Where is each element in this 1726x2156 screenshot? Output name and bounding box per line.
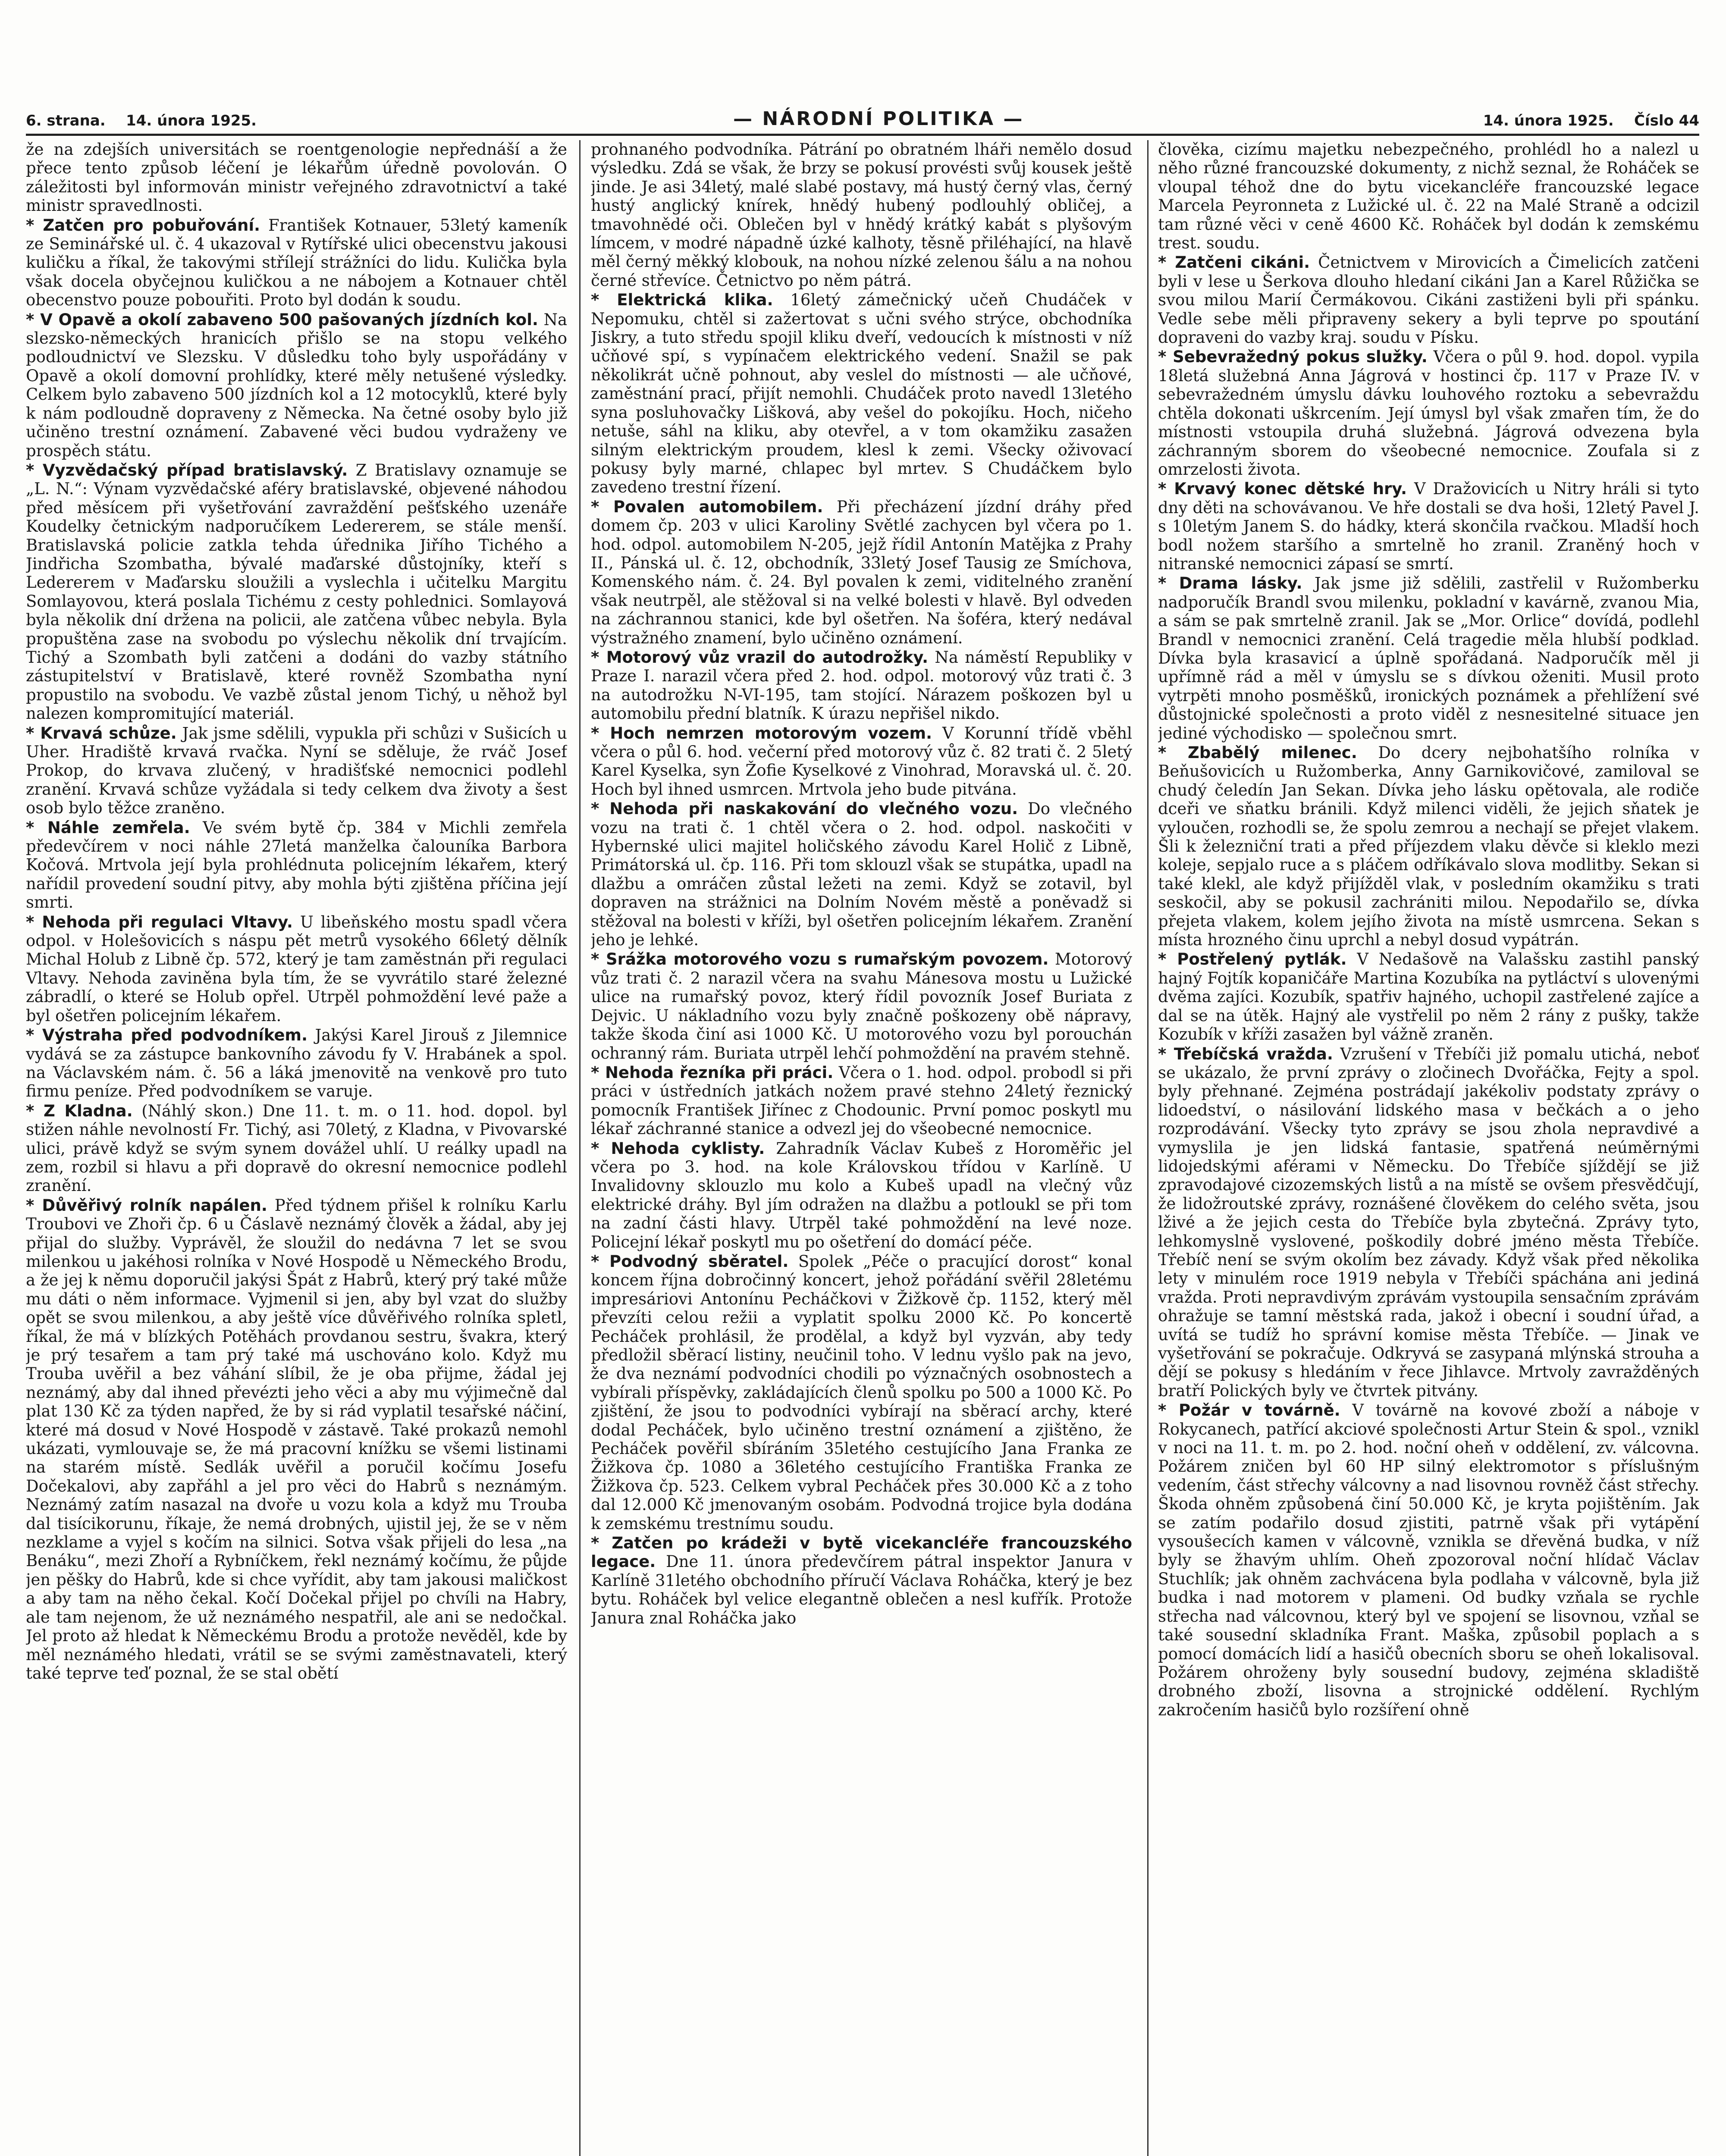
article-headline: * Náhle zemřela. (26, 818, 190, 837)
news-article (1158, 1045, 1699, 1401)
issue-number: Číslo 44 (1634, 112, 1699, 129)
news-article (591, 1063, 1132, 1138)
article-headline: * Výstraha před podvodníkem. (26, 1026, 308, 1045)
page-number: 6. strana. (26, 112, 106, 129)
article-headline: * Sebevražedný pokus služky. (1158, 348, 1428, 367)
article-headline: * Třebíčská vražda. (1158, 1044, 1333, 1063)
column-3 (1158, 140, 1699, 2156)
article-body: že na zdejších universitách se roentgenologie nepřednáší a že přece tento způsob léčení je lékařům úředně povolován. O záležitosti byl informován ministr veřejného zdravotnictví a také ministr spravedlnosti. (26, 140, 567, 215)
news-article (1158, 743, 1699, 949)
article-body: Do dcery nejbohatšího rolníka v Beňušovicích u Ružomberka, Anny Garnikovičové, zamiloval se chudý čeledín Jan Sekan. Dívka jeho lásku opětovala, ale rodiče dceři ve sňatku bránili. Když milenci viděli, že jejich sňatek je vyloučen, rozhodli se, že spolu zemrou a nechají se přejet vlakem. Šli k železniční trati a před příjezdem vlaku děvče si kleklo mezi koleje, sepjalo ruce a s pláčem odříkávalo slova modlitby. Sekan si také klekl, ale když přijížděl vlak, v posledním okamžiku s trati seskočil, aby se pokusil zachrániti milou. Nepodařilo se, dívka přejeta vlakem, kolem jejího života na místě usmrcena. Sekan s místa hrozného činu uprchl a nebyl dosud vypátrán. (1158, 743, 1699, 950)
article-headline: * Nehoda řezníka při práci. (591, 1063, 834, 1082)
article-headline: * Postřelený pytlák. (1158, 950, 1347, 969)
article-body: prohnaného podvodníka. Pátrání po obratném lháři nemělo dosud výsledku. Zdá se však, že brzy se pokusí provésti svůj kousek ještě jinde. Je asi 34letý, malé slabé postavy, má hustý černý vlas, černý hustý anglický knírek, hnědý hubený podlouhlý obličej, a tmavohnědé oči. Oblečen byl v hnědý krátký kabát s plyšovým límcem, v modré nápadně úzké kalhoty, těsně přiléhající, na hlavě měl černý měkký klobouk, na nohou nízké zelenou šálu a na nohou černé střevíce. Četnictvo po něm pátrá. (591, 140, 1132, 290)
news-article (591, 950, 1132, 1062)
article-body: Do vlečného vozu na trati č. 1 chtěl včera o 2. hod. odpol. naskočiti v Hybernské ulici majitel holičského závodu Karel Holič z Libně, Primátorská ul. čp. 116. Při tom sklouzl však se stupátka, upadl na dlažbu a omráčen zůstal ležeti na zemi. Když se zotavil, byl dopraven na strážnici na Dolním Novém městě a poněvadž si stěžoval na bolesti v kříži, byl ošetřen policejním lékařem. Zranění jeho je lehké. (591, 799, 1132, 950)
news-article (26, 310, 567, 460)
news-article (26, 1196, 567, 1683)
news-article (591, 1252, 1132, 1533)
article-headline: * Nehoda při naskakování do vlečného vozu. (591, 799, 1018, 818)
article-body: Při přecházení jízdní dráhy před domem čp. 203 v ulici Karoliny Světlé zachycen byl včera po 1. hod. odpol. automobilem N-205, jejž řídil Antonín Matějka z Prahy II., Pánská ul. č. 12, obchodník, 33letý Josef Tausig ze Smíchova, Komenského nám. č. 24. Byl povalen k zemi, viditelného zranění však neutrpěl, ale stěžoval si na velké bolesti v hlavě. Byl odveden na záchrannou stanici, kde byl ošetřen. Na šoféra, který nedával výstražného znamení, bylo učiněno oznámení. (591, 497, 1132, 647)
article-headline: * Nehoda při regulaci Vltavy. (26, 912, 293, 931)
date-left: 14. února 1925. (126, 112, 257, 129)
article-body: V továrně na kovové zboží a náboje v Rokycanech, patřící akciové společnosti Artur Stein & spol., vznikl v noci na 11. t. m. po 2. hod. noční oheň v oddělení, zv. válcovna. Požárem zničen byl 60 HP silný elektromotor s příslušným vedením, část střechy válcovny a nad lisovnou rovněž část střechy. Škoda ohněm způsobená činí 50.000 Kč, je kryta pojištěním. Jak se zatím podařilo dosud zjistiti, patrně však při vytápění vysoušecích kamen v válcovně, vznikla se dřevěná budka, v níž byly se žhavým uhlím. Oheň zpozoroval noční hlídač Václav Stuchlík; jak ohněm zachvácena byla podlaha v válcovně, byla již budka i nad motorem v plameni. Od budky vzňala se rychle střecha nad válcovnou, který byl ve spojení se lisovnou, vzňal se také sousední skladníka Frant. Maška, způsobil poplach a s pomocí domácích lidí a hasičů obecních sboru se oheň lokalisoval. Požárem ohroženy byly sousední budovy, zejména skladiště drobného zboží, lisovna a strojnické oddělení. Rychlým zakročením hasičů bylo rozšíření ohně (1158, 1401, 1699, 1719)
article-headline: * Nehoda cyklisty. (591, 1139, 765, 1158)
news-article (591, 648, 1132, 723)
article-body: Ve svém bytě čp. 384 v Michli zemřela předevčírem v noci náhle 27letá manželka čalouníka Barbora Kočová. Mrtvola její byla prohlédnuta policejním lékařem, který nařídil provedení soudní pitvy, aby mohla býti zjištěna příčina její smrti. (26, 818, 567, 912)
article-body: Na náměstí Republiky v Praze I. narazil včera před 2. hod. odpol. motorový vůz trati č. 3 na autodrožku N-VI-195, tam stojící. Nárazem poškozen byl u automobilu přední blatník. K úrazu nepřišel nikdo. (591, 648, 1132, 723)
news-article (1158, 253, 1699, 347)
article-headline: * Motorový vůz vrazil do autodrožky. (591, 648, 929, 667)
article-headline: * Vyzvědačský případ bratislavský. (26, 461, 348, 479)
article-headline: * Z Kladna. (26, 1101, 133, 1120)
article-body: U libeňského mostu spadl včera odpol. v Holešovicích s náspu pět metrů vysokého 66letý dělník Michal Holub z Libně čp. 572, který je tam zaměstnán při regulaci Vltavy. Nehoda zaviněna byla tím, že se vyvrátilo staré železné zábradlí, o které se Holub opřel. Utrpěl pohmoždění levé paže a byl ošetřen policejním lékařem. (26, 912, 567, 1025)
article-body: Na slezsko-německých hranicích přišlo se na stopu velkého podloudnictví ve Slezsku. V důsledku toho byly uspořádány v Opavě a okolí domovní prohlídky, které měly netušené výsledky. Celkem bylo zabaveno 500 jízdních kol a 12 motocyklů, které byly k nám podloudně dopraveny z Německa. Na četné osoby bylo již učiněno trestní oznámení. Zabavené věci budou vydraženy ve prospěch státu. (26, 310, 567, 460)
article-body: Před týdnem přišel k rolníku Karlu Troubovi ve Zhoři čp. 6 u Čáslavě neznámý člověk a žádal, aby jej přijal do služby. Vyprávěl, že sloužil do nedávna 7 let se svou milenkou u jakéhosi rolníka v Nové Hospodě u Německého Brodu, a že jej k němu doporučil jakýsi Špát z Habrů, který prý také může mu dáti o něm informace. Vyjmenil si jen, aby byl vzat do služby opět se svou milenkou, a aby ještě více důvěřivého rolníka spletl, říkal, že má v blízkých Potěhách provdanou sestru, švakra, který je prý tesařem a tam prý také má uschováno kolo. Když mu Trouba uvěřil a bez váhání slíbil, že je oba přijme, žádal jej neznámý, aby dal ihned převézti jeho věci a aby mu výjimečně dal plat 130 Kč za týden napřed, že by si rád vyplatil tesařské náčiní, které má dosud v Nové Hospodě v zástavě. Také prokazů nemohl ukázati, vymlouvaje se, že má pracovní knížku se všemi listinami na starém místě. Sedlák uvěřil a poručil kočímu Josefu Dočekalovi, aby zapřáhl a jel pro věci do Habrů s neznámým. Neznámý zatím nasazal na dvoře u vozu kola a když mu Trouba dal tisícikorunu, říkaje, že nemá drobných, ujistil jej, že se v něm nezklame a vyjel s kočím na silnici. Sotva však přijeli do lesa „na Benáku“, mezi Zhoří a Rybníčkem, řekl neznámý kočímu, že půjde jen pěšky do Habrů, kde si chce vyřídit, aby tam jakousi maličkost a aby tam na něho čekal. Kočí Dočekal přijel po chvíli na Habry, ale tam nejenom, že už neznámého nespatřil, ale ani se nedočkal. Jel proto až hledat k Německému Brodu a protože nevěděl, kde by měl neznámého hledati, vrátil se se svými zaměstnavateli, který také teprve teď poznal, že se stal obětí (26, 1196, 567, 1683)
article-headline: * Požár v továrně. (1158, 1401, 1340, 1420)
news-article (591, 799, 1132, 949)
news-article (1158, 1401, 1699, 1719)
news-article (591, 1534, 1132, 1627)
article-body: V Nedašově na Valašsku zastihl panský hajný Fojtík kopaničáře Martina Kozubíka na pytláctví s ulovenými dvěma zajíci. Kozubík, spatřiv hajného, uchopil zastřelené zajíce a dal se na útěk. Hajný ale vystřelil po něm 2 rány z pušky, takže Kozubík v kříži zasažen byl vážně zraněn. (1158, 950, 1699, 1044)
date-right: 14. února 1925. (1483, 112, 1614, 129)
article-headline: * Drama lásky. (1158, 574, 1302, 593)
article-body: Zahradník Václav Kubeš z Horoměřic jel včera po 3. hod. na kole Královskou třídou v Karlíně. U Invalidovny sklouzlo mu kolo a Kubeš upadl na vlečný vůz elektrické dráhy. Byl jím odražen na dlažbu a potloukl se při tom na zadní části hlavy. Utrpěl také pohmoždění na levé noze. Policejní lékař poskytl mu po ošetření do domácí péče. (591, 1139, 1132, 1251)
page-number-date (26, 112, 257, 129)
article-headline: * Krvavá schůze. (26, 724, 177, 743)
news-article (26, 140, 567, 215)
news-article (1158, 950, 1699, 1044)
column-divider (1147, 140, 1149, 2156)
news-article (591, 498, 1132, 647)
article-body: Včera o 1. hod. odpol. probodl si při práci v ústředních jatkách nožem pravé stehno 24letý řeznický pomocník František Jiřínec z Chodounic. První pomoc poskytl mu lékař záchranné stanice a odvezl jej do všeobecné nemocnice. (591, 1063, 1132, 1138)
article-headline: * Důvěřivý rolník napálen. (26, 1196, 267, 1215)
article-headline: * Zatčen pro pobuřování. (26, 216, 260, 235)
column-1 (26, 140, 567, 2156)
article-headline: * Zbabělý milenec. (1158, 743, 1357, 762)
article-body: František Kotnauer, 53letý kameník ze Seminářské ul. č. 4 ukazoval v Rytířské ulici obecenstvu jakousi kuličku a říkal, že takovými střílejí strážníci do lidu. Kulička byla však docela obyčejnou kuličkou a ne nábojem a Kotnauer chtěl obecenstvo pouze pobouřiti. Proto byl dodán k soudu. (26, 216, 567, 310)
news-article (1158, 574, 1699, 743)
article-body: Jak jsme sdělili, vypukla při schůzi v Sušicích u Uher. Hradiště krvavá rvačka. Nyní se sděluje, že rváč Josef Prokop, do krvava zlučený, v hradišťské nemocnici podlehl zranění. Krvavá schůze vyžádala si tedy celkem dva životy a šest osob bylo těžce zraněno. (26, 724, 567, 818)
news-article (26, 461, 567, 723)
article-headline: * Srážka motorového vozu s rumařským povozem. (591, 950, 1049, 969)
article-body: Spolek „Péče o pracující dorost“ konal koncem října dobročinný koncert, jehož pořádání svěřil 28letému impresáriovi Antonínu Pecháčkovi v Žižkově čp. 1152, který měl převzíti celou režii a vyplatit spolku 2000 Kč. Po koncertě Pecháček prohlásil, že prodělal, a když byl vyzván, aby tedy předložil sběrací listiny, neučinil toho. V lednu vyšlo pak na jevo, že dva neznámí podvodníci chodili po význačných osobnostech a vybírali příspěvky, zakládajících členů spolku po 500 a 1000 Kč. Po zjištění, že jsou to podvodníci vybírají na sběrací archy, které dodal Pecháček, bylo učiněno trestní oznámení a zjištěno, že Pecháček pověřil sbíráním 35letého cestujícího Jana Franka ze Žižkova čp. 1080 a 36letého cestujícího Františka Franka ze Žižkova čp. 523. Celkem vybral Pecháček přes 30.000 Kč a z toho dal 12.000 Kč jmenovaným osobám. Podvodná trojice byla dodána k zemskému trestnímu soudu. (591, 1252, 1132, 1533)
article-headline: * Elektrická klika. (591, 291, 773, 310)
article-body: člověka, cizímu majetku nebezpečného, prohlédl ho a nalezl u něho různé francouzské dokumenty, z nichž seznal, že Roháček se vloupal téhož dne do bytu vicekancléře francouzské legace Marcela Peyronneta z Lužické ul. č. 22 na Malé Straně a odcizil tam různé věci v ceně 4600 Kč. Roháček byl dodán k zemskému trest. soudu. (1158, 140, 1699, 253)
article-body: Z Bratislavy oznamuje se „L. N.“: Výnam vyzvědačské aféry bratislavské, objevené náhodou před měsícem při vyšetřování zavraždění pešťského uzenáře Koudelky četnickým nadporučíkem Ledererem, se stále menší. Bratislavská policie zatkla tehda úřednika Jiřího Tichého a Jindřicha Szombatha, bývalé maďarské důstojníky, kteří s Ledererem v Maďarsku sloužili a vyslechla i učitelku Margitu Somlayovou, která poslala Tichému z cesty pohlednici. Somlayová byla několik dní držena na policii, ale zatčena vůbec nebyla. Byla propuštěna zase na svobodu po výslechu několik dní trvajícím. Tichý a Szombath byli zatčeni a dodáni do vazby státního zástupitelství v Bratislavě, které rovněž Szombatha nyní propustilo na svobodu. Ve vazbě zůstal jenom Tichý, u něhož byl nalezen kompromitující materiál. (26, 461, 567, 723)
article-body: Jak jsme již sdělili, zastřelil v Ružomberku nadporučík Brandl svou milenku, pokladní v kavárně, zvanou Mia, a sám se pak smrtelně zranil. Jak se „Mor. Orlice“ dovídá, podlehl Brandl v nemocnici zranění. Celá tragedie měla hlubší podklad. Dívka byla krasavicí a úplně spořádaná. Nadporučík měl ji upřímně rád a měl v úmyslu se s dívkou oženiti. Musil proto vytrpěti mnoho posměšků, ironických poznámek a přehlížení své důstojnické společnosti a proto viděl z nesnesitelné situace jen jediné východisko — společnou smrt. (1158, 574, 1699, 743)
article-body: (Náhlý skon.) Dne 11. t. m. o 11. hod. dopol. byl stižen náhle nevolností Fr. Tichý, asi 70letý, z Kladna, v Pivovarské ulici, právě když se svým synem dovážel uhlí. U reálky upadl na zem, rozbil si hlavu a při dopravě do okresní nemocnice podlehl zranění. (26, 1101, 567, 1195)
masthead-title: — NÁRODNÍ POLITIKA — (733, 108, 1024, 130)
article-headline: * Zatčeni cikáni. (1158, 253, 1310, 272)
news-article (26, 216, 567, 310)
article-body: V Korunní třídě vběhl včera o půl 6. hod. večerní před motorový vůz č. 82 trati č. 2 5letý Karel Kyselka, syn Žofie Kyselkové z Vinohrad, Moravská ul. č. 20. Hoch byl ihned usmrcen. Mrtvola jeho bude pitvána. (591, 724, 1132, 799)
column-2 (591, 140, 1132, 2156)
news-article (1158, 348, 1699, 479)
news-article (26, 913, 567, 1025)
article-body: Motorový vůz trati č. 2 narazil včera na svahu Mánesova mostu u Lužické ulice na rumařský povoz, který řídil povozník Josef Buriata z Dejvic. U nákladního vozu byly značně poškozeny obě nápravy, takže škoda činí asi 1000 Kč. U motorového vozu byl porouchán ochranný rám. Buriata utrpěl lehčí pohmoždění na pravém stehně. (591, 950, 1132, 1062)
article-headline: * Zatčen po krádeži v bytě vicekancléře francouzského legace. (591, 1534, 1132, 1571)
article-body: Dne 11. února předevčírem pátral inspektor Janura v Karlíně 31letého obchodního příručí Václava Roháčka, který je bez bytu. Roháček byl velice elegantně oblečen a nesl kufřík. Protože Janura znal Roháčka jako (591, 1552, 1132, 1627)
article-headline: * Povalen automobilem. (591, 497, 823, 516)
article-body: 16letý zámečnický učeň Chudáček v Nepomuku, chtěl si zažertovat s učni svého strýce, obchodníka Jiskry, a tuto středu spojil kliku dveří, vedoucích k místnosti v níž učňové spí, s vypínačem elektrického vedení. Snažil se pak několikrát učně pohnout, aby veslel do místnosti — ale učňové, zaměstnání prací, přijít nemohli. Chudáček proto navedl 13letého syna posluhovačky Lišková, aby vešel do pokojíku. Hoch, ničeho netuše, sáhl na kliku, aby otevřel, a v tom okamžiku zasažen silným elektrickým proudem, klesl k zemi. Všecky oživovací pokusy byly marné, chlapec byl mrtev. S Chudáčkem bylo zavedeno trestní řízení. (591, 291, 1132, 497)
news-article (591, 1139, 1132, 1251)
article-headline: * Podvodný sběratel. (591, 1252, 789, 1271)
article-body: V Dražovicích u Nitry hráli si tyto dny děti na schovávanou. Ve hře dostali se dva hoši, 12letý Pavel J. s 10letým Janem S. do hádky, která skončila rvačkou. Mladší hoch bodl nožem staršího a smrtelně ho zranil. Zraněný hoch v nitranské nemocnici zápasí se smrtí. (1158, 479, 1699, 573)
news-article (26, 818, 567, 912)
column-divider (579, 140, 581, 2156)
article-body: Včera o půl 9. hod. dopol. vypila 18letá služebná Anna Jágrová v hostinci čp. 117 v Praze IV. v sebevražedném úmyslu dávku louhového roztoku a sebevraždu chtěla dokonati uškrcením. Její úmysl byl však zmařen tím, že do místnosti vstoupila druhá služebná. Jágrová odvezena byla záchranným sborem do všeobecné nemocnice. Zoufala si z omrzelosti života. (1158, 348, 1699, 479)
article-headline: * V Opavě a okolí zabaveno 500 pašovaných jízdních kol. (26, 310, 538, 329)
news-article (26, 724, 567, 818)
article-body: Vzrušení v Třebíči již pomalu utichá, neboť se ukázalo, že první zprávy o zločinech Dvořáčka, Fejty a spol. byly přehnané. Zejména postrádají jakékoliv podstaty zprávy o lidoedství, o násilování lidského masa v bečkách a o jeho rozprodávání. Všecky tyto zprávy se jsou zhola nepravdivé a vymyslila je jen lidská fantasie, spatřená neúměrnými lidojedskými aférami v Německu. Do Třebíče sjíždějí se již zpravodajové cizozemských listů a na místě se ovšem přesvědčují, že lidožroutské zprávy, roznášené člověkem do celého světa, jsou lživé a že jejich cesta do Třebíče byla zbytečná. Zprávy tyto, lehkomyslně vyslovené, poškodily dobré jméno města Třebíče. Třebíč není se svým okolím bez závady. Když však před několika lety v minulém roce 1919 nebyla v Třebíči spáchána ani jediná vražda. Proti nepravdivým zprávám vystoupila sensačním zprávám ohražuje se tamní městská rada, jakož i obecní i soudní úřad, a uvítá se tudíž ho správní komise města Třebíče. — Jinak ve vyšetřování se pokračuje. Odkryvá se zasypaná mlýnská strouha a dějí se pokusy s hledáním v řece Jihlavce. Mrtvoly zavražděných bratří Polických byly ve čtvrtek pitvány. (1158, 1044, 1699, 1400)
header-rule (26, 134, 1699, 136)
news-article (26, 1102, 567, 1195)
article-body: Jakýsi Karel Jirouš z Jilemnice vydává se za zástupce bankovního závodu fy V. Hrabánek a spol. na Václavském nám. č. 56 a láká jmenovitě na venkově pro tuto firmu peníze. Před podvodníkem se varuje. (26, 1026, 567, 1101)
news-article (26, 1026, 567, 1101)
article-body: Četnictvem v Mirovicích a Čimelicích zatčeni byli v lese u Šerkova dlouho hledaní cikáni Jan a Karel Růžička se svou milou Marií Čermákovou. Cikáni zastiženi byli při spánku. Vedle sebe měli připraveny sekery a byli teprve po spoutání dopraveni do vazby kraj. soudu v Písku. (1158, 253, 1699, 347)
article-headline: * Krvavý konec dětské hry. (1158, 479, 1407, 498)
news-article (591, 724, 1132, 799)
article-headline: * Hoch nemrzen motorovým vozem. (591, 724, 932, 743)
news-article (591, 291, 1132, 496)
news-article (591, 140, 1132, 290)
date-issue (1483, 112, 1699, 129)
news-article (1158, 140, 1699, 252)
news-article (1158, 479, 1699, 573)
